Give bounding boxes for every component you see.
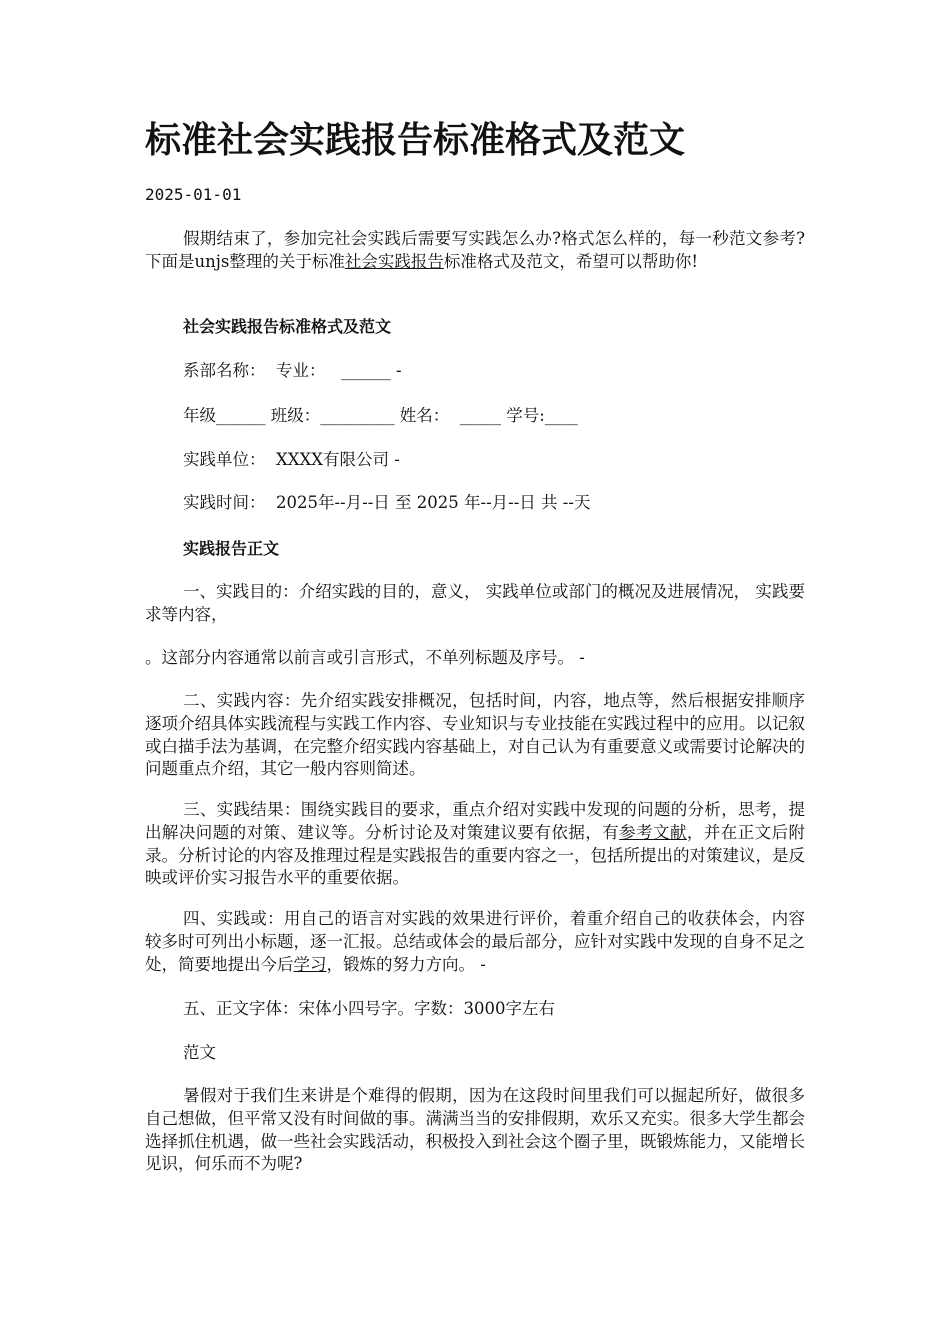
results-text-post: ，并在正文后附录。分析讨论的内容及推理过程是实践报告的重要内容之一，包括所提出的对策建议，是反映或评价实习报告水平的重要依据。 bbox=[145, 822, 806, 888]
intro-text-post: 标准格式及范文，希望可以帮助你! bbox=[443, 251, 698, 271]
paragraph-results bbox=[145, 799, 805, 890]
section-heading: 社会实践报告标准格式及范文 bbox=[183, 317, 392, 336]
intro-paragraph bbox=[145, 228, 805, 274]
document-date: 2025-01-01 bbox=[145, 185, 242, 204]
field-grade-class-name-id: 年级______ 班级：_________ 姓名： _____ 学号:____ bbox=[183, 406, 578, 425]
intro-text-pre: 假期结束了，参加完社会实践后需要写实践怎么办?格式怎么样的，每一秒范文参考?下面是unjs整理的关于标准 bbox=[145, 229, 805, 271]
summary-text-pre: 四、实践或：用自己的语言对实践的效果进行评价，着重介绍自己的收获体会，内容较多时可列出小标题，逐一汇报。总结或体会的最后部分，应针对实践中发现的自身不足之处，简要地提出今后 bbox=[145, 909, 805, 974]
body-heading: 实践报告正文 bbox=[183, 539, 280, 558]
summary-link-study[interactable]: 学习 bbox=[293, 954, 327, 974]
paragraph-purpose: 一、实践目的：介绍实践的目的，意义， 实践单位或部门的概况及进展情况， 实践要求等内容， bbox=[145, 582, 805, 624]
results-text-pre: 三、实践结果：围绕实践目的要求，重点介绍对实践中发现的问题的分析，思考，提出解决问题的对策、建议等。分析讨论及对策建议要有依据，有 bbox=[145, 800, 805, 842]
results-link-references[interactable]: 参考文献 bbox=[619, 822, 687, 842]
field-department: 系部名称： 专业： ______ - bbox=[183, 361, 402, 380]
document-title: 标准社会实践报告标准格式及范文 bbox=[145, 119, 686, 161]
intro-link-social-practice-report[interactable]: 社会实践报告 bbox=[344, 251, 444, 271]
paragraph-content: 二、实践内容：先介绍实践安排概况，包括时间，内容，地点等，然后根据安排顺序逐项介绍具体实践流程与实践工作内容、专业知识与专业技能在实践过程中的应用。以记叙或白描手法为基调，在完整介绍实践内容基础上，对自己认为有重要意义或需要讨论解决的问题重点介绍，其它一般内容则简述。 bbox=[145, 691, 805, 779]
paragraph-font-requirements: 五、正文字体：宋体小四号字。字数：3000字左右 bbox=[183, 999, 555, 1018]
paragraph-sample-text: 暑假对于我们生来讲是个难得的假期，因为在这段时间里我们可以掘起所好，做很多自己想做，但平常又没有时间做的事。满满当当的安排假期，欢乐又充实。很多大学生都会选择抓住机遇，做一些社会实践活动，积极投入到社会这个圈子里，既锻炼能力，又能增长见识，何乐而不为呢? bbox=[145, 1086, 805, 1174]
paragraph-summary bbox=[145, 908, 805, 976]
field-practice-time: 实践时间： 2025年--月--日 至 2025 年--月--日 共 --天 bbox=[183, 493, 591, 512]
paragraph-purpose-note: 。这部分内容通常以前言或引言形式，不单列标题及序号。 - bbox=[145, 648, 585, 667]
field-practice-unit: 实践单位： XXXX有限公司 - bbox=[183, 450, 400, 469]
summary-text-post: ，锻炼的努力方向。 - bbox=[326, 954, 486, 974]
sample-label: 范文 bbox=[183, 1043, 216, 1062]
